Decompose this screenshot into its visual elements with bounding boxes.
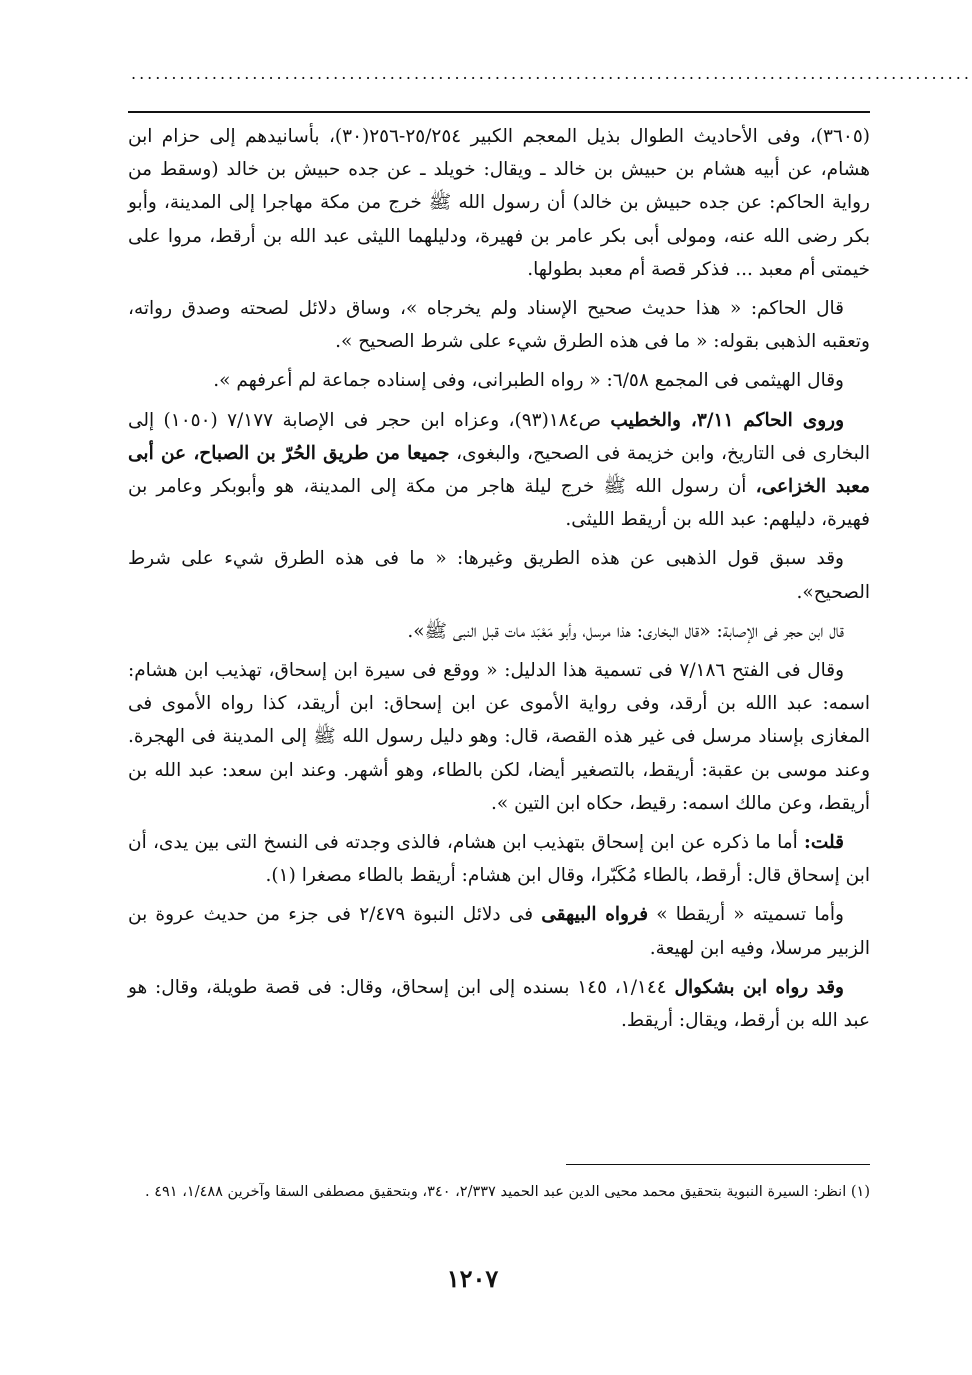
text-segment: قال الحاكم: « هذا حديث صحيح الإسناد ولم يخرجاه »، وساق دلائل لصحته وصدق رواته، وتعقبه الذهبى بقوله: « ما فى هذه الطرق شيء على شرط الصحيح ». bbox=[128, 298, 870, 353]
paragraph bbox=[128, 120, 870, 286]
paragraph bbox=[128, 292, 870, 358]
text-segment: قال ابن حجر فى الإصابة: «قال البخارى: هذا مرسل، وأبو مَعْبَد مات قبل النبى ﷺ». bbox=[407, 620, 844, 642]
text-segment: أما ما ذكره عن ابن إسحاق بتهذيب ابن هشام، فالذى وجدته فى النسخ التى بين يدى، أن ابن إسحاق قال: أرقط، بالطاء مُكَبّرا، وقال ابن هشام: أريقط بالطاء مصغرا (١). bbox=[128, 832, 870, 887]
text-segment: أن رسول الله ﷺ خرج ليلة هاجر من مكة إلى المدينة، هو وأبوبكر وعامر بن فهيرة، دليلهم: عبد الله بن أريقط الليثى. bbox=[128, 476, 870, 531]
paragraph bbox=[128, 654, 870, 820]
header-dotted-line: ........................................................................................................ bbox=[131, 64, 972, 83]
bold-text-segment: جميعا من طريق الحُرّ بن الصباح، عن أبى معبد الخزاعى، bbox=[128, 442, 870, 498]
header-rule bbox=[128, 111, 870, 113]
main-text bbox=[128, 120, 870, 1043]
paragraph bbox=[128, 971, 870, 1037]
text-segment: فى دلائل النبوة ٢/٤٧٩ فى جزء من حديث عروة بن الزبير مرسلا، وفيه ابن لهيعة. bbox=[128, 904, 870, 959]
paragraph bbox=[128, 898, 870, 964]
paragraph bbox=[128, 615, 870, 648]
text-segment: وقد سبق قول الذهبى عن هذه الطريق وغيرها: « ما فى هذه الطرق شيء على شرط الصحيح». bbox=[128, 548, 870, 603]
paragraph bbox=[128, 364, 870, 397]
footnote-1: (١) انظر: السيرة النبوية بتحقيق محمد محيى الدين عبد الحميد ٢/٣٣٧، ٣٤٠، وبتحقيق مصطفى السقا وآخرين ١/٤٨٨، ٤٩١ . bbox=[145, 1184, 870, 1200]
paragraph bbox=[128, 542, 870, 608]
footnote-separator bbox=[566, 1164, 870, 1165]
footnotes bbox=[128, 1178, 870, 1206]
bold-text-segment: قلت: bbox=[804, 832, 844, 854]
text-segment: وقال فى الفتح ٧/١٨٦ فى تسمية هذا الدليل: « ووقع فى سيرة ابن إسحاق، تهذيب ابن هشام: اسمه: عبد االله بن أرقد، وفى رواية الأموى عن ابن إسحاق: ابن أريقد، كذا رواه الأموى فى المغازى بإسناد مرسل فى غير هذه القصة، قال: وهو دليل رسول الله ﷺ إلى المدينة فى الهجرة. وعند موسى بن عقبة: أريقط، بالتصغير أيضا، لكن بالطاء، وهو أشهر. وعند ابن سعد: عبد الله بن أريقط، وعن مالك اسمه: رقيط، حكاه ابن التين ». bbox=[128, 660, 870, 814]
text-segment: ١/١٤٤، ١٤٥ بسنده إلى ابن إسحاق، وقال: فى قصة طويلة، وقال: هو عبد الله بن أرقط، ويقال: أريقط. bbox=[128, 976, 870, 1032]
page-number: ١٢٠٧ bbox=[446, 1264, 499, 1293]
bold-text-segment: وقد رواه ابن بشكوال bbox=[674, 976, 844, 998]
paragraph bbox=[128, 404, 870, 537]
text-segment: وقال الهيثمى فى المجمع ٦/٥٨: « رواه الطبرانى، وفى إسناده جماعة لم أعرفهم ». bbox=[213, 370, 844, 392]
text-segment: (٣٦٠٥)، وفى الأحاديث الطوال بذيل المعجم الكبير ٢٥/٢٥٤-٢٥٦(٣٠)، بأسانيدهم إلى حزام ابن هشام، عن أبيه هشام بن حبيش بن خالد ـ ويقال: خويلد ـ عن جده حبيش بن خالد (وسقط من رواية الحاكم: عن جده حبيش بن خالد) أن رسول الله ﷺ خرج من مكة مهاجرا إلى المدينة، وأبو بكر رضى الله عنه، ومولى أبى بكر عامر بن فهيرة، ودليلهما الليثى عبد الله بن أرقط، مروا على خيمتى أم معبد ... فذكر قصة أم معبد بطولها. bbox=[128, 126, 871, 280]
bold-text-segment: فرواه البيهقى bbox=[541, 904, 649, 926]
text-segment: ص١٨٤(٩٣)، وعزاه ابن حجر فى الإصابة ٧/١٧٧ (١٠٥٠) إلى البخارى فى التاريخ، وابن خزيمة فى الصحيح، والبغوى، bbox=[128, 409, 870, 464]
paragraph bbox=[128, 826, 870, 892]
bold-text-segment: وروى الحاكم ٣/١١، والخطيب bbox=[610, 409, 845, 431]
text-segment: وأما تسميته « أريقطا » bbox=[648, 904, 844, 926]
